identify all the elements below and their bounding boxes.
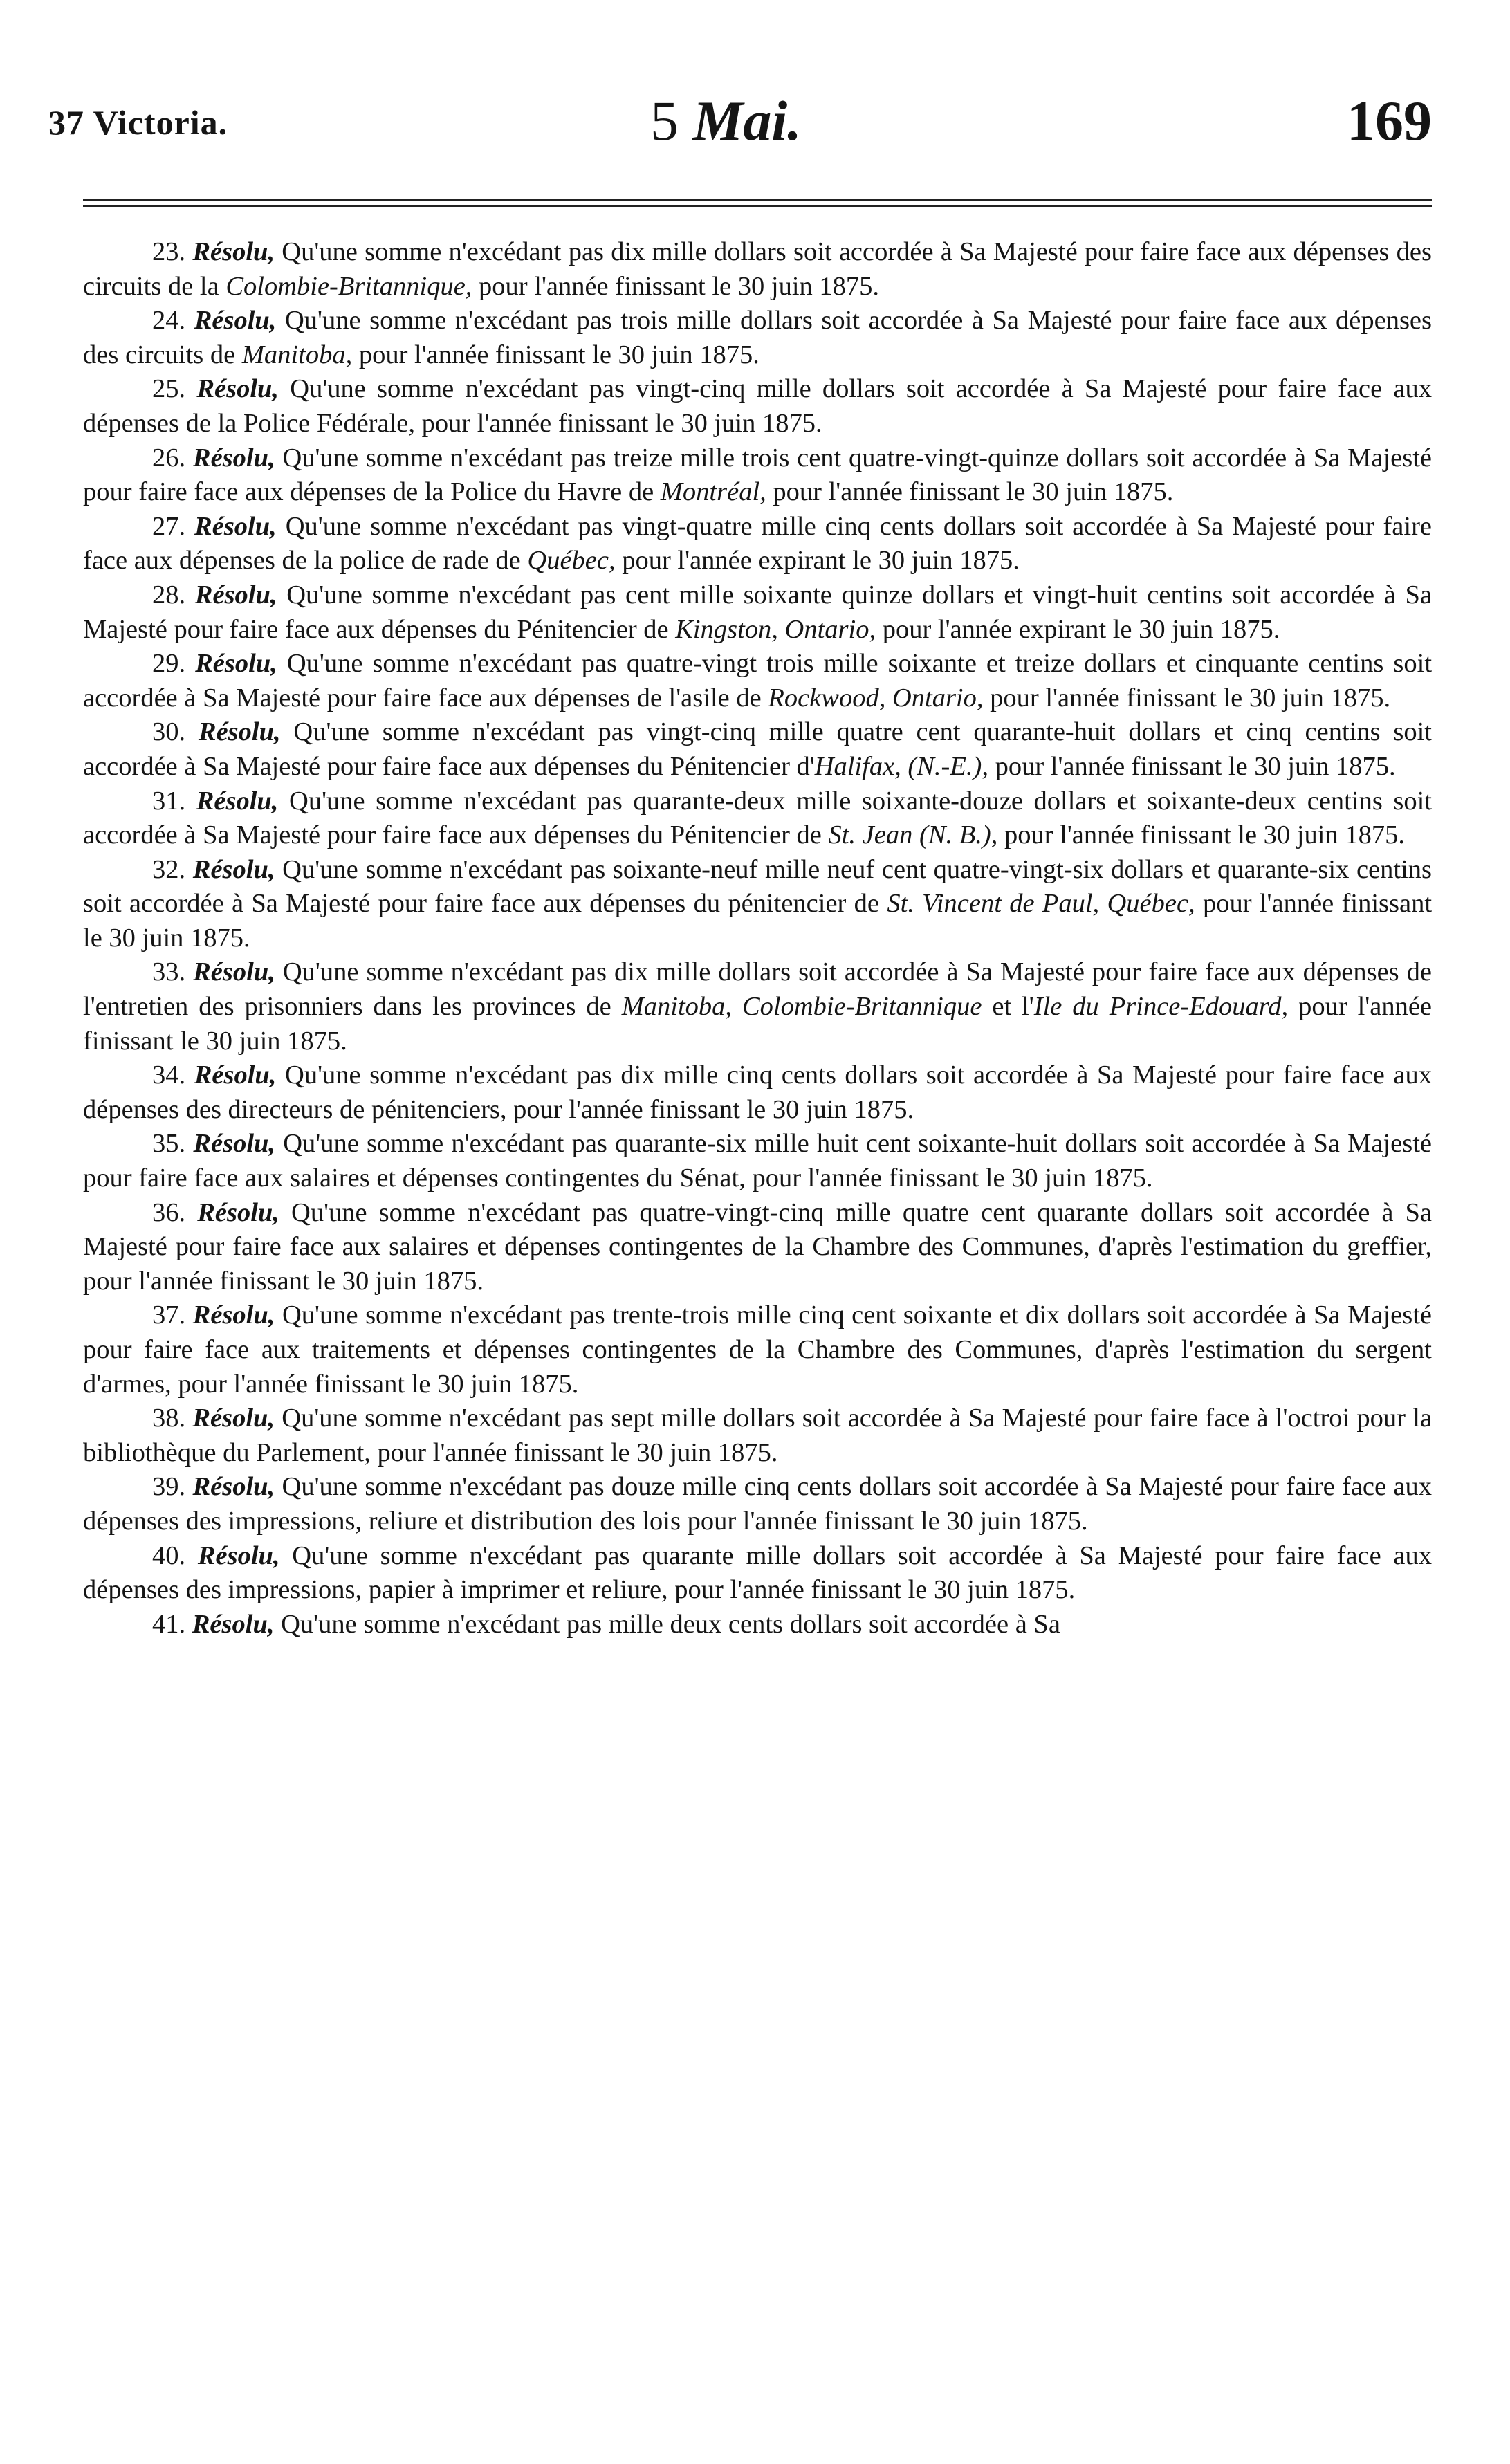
resolution-keyword: Résolu, xyxy=(194,580,277,609)
resolution-paragraph xyxy=(83,853,1432,956)
resolution-number: 35. xyxy=(152,1129,186,1159)
resolution-text: Qu'une somme n'excédant pas douze mille cinq cents dollars soit accordée à Sa Majesté pour faire face aux dépenses des impressions, reliure et distribution des lois pour l'année finissant le 30 juin 1875. xyxy=(83,1472,1432,1536)
resolution-keyword: Résolu, xyxy=(193,1129,276,1159)
resolution-paragraph xyxy=(83,1127,1432,1195)
resolution-keyword: Résolu, xyxy=(197,1197,279,1227)
resolution-text: pour l'année finissant le 30 juin 1875. xyxy=(472,271,880,301)
place-name: St. Vincent de Paul, Québec, xyxy=(887,889,1195,919)
place-name: Manitoba, Colombie-Britannique xyxy=(621,992,982,1022)
resolution-keyword: Résolu, xyxy=(192,1300,275,1330)
resolution-text: Qu'une somme n'excédant pas vingt-cinq mille quatre cent quarante-huit dollars et cinq centins soit accordée à Sa Majesté pour faire face aux dépenses du Pénitencier d' xyxy=(83,717,1432,781)
resolution-text: Qu'une somme n'excédant pas sept mille dollars soit accordée à Sa Majesté pour faire face à l'octroi pour la bibliothèque du Parlement, pour l'année finissant le 30 juin 1875. xyxy=(83,1404,1432,1467)
resolution-keyword: Résolu, xyxy=(192,1404,275,1433)
place-name: Colombie-Britannique, xyxy=(225,271,472,301)
place-name: Halifax, (N.-E.), xyxy=(814,751,988,781)
resolution-keyword: Résolu, xyxy=(194,306,277,335)
session-label: 37 Victoria. xyxy=(48,103,228,142)
resolution-keyword: Résolu, xyxy=(195,649,277,679)
resolution-paragraph xyxy=(83,647,1432,715)
resolution-paragraph xyxy=(83,1470,1432,1538)
resolution-text: Qu'une somme n'excédant pas vingt-quatre mille cinq cents dollars soit accordée à Sa Majesté pour faire face aux dépenses de la police de rade de xyxy=(83,511,1432,576)
resolution-keyword: Résolu, xyxy=(193,957,275,987)
resolution-text: pour l'année finissant le 30 juin 1875. xyxy=(988,751,1396,781)
resolution-text: Qu'une somme n'excédant pas trois mille dollars soit accordée à Sa Majesté pour faire face aux dépenses des circuits de xyxy=(83,306,1432,369)
resolution-text: Qu'une somme n'excédant pas treize mille trois cent quatre-vingt-quinze dollars soit accordée à Sa Majesté pour faire face aux dépenses de la Police du Havre de xyxy=(83,443,1432,507)
resolution-keyword: Résolu, xyxy=(194,511,277,541)
resolution-paragraph xyxy=(83,715,1432,784)
resolution-text: pour l'année finissant le 30 juin 1875. xyxy=(766,477,1174,507)
resolution-paragraph xyxy=(83,1401,1432,1470)
resolution-keyword: Résolu, xyxy=(194,1060,277,1090)
resolution-paragraph xyxy=(83,235,1432,304)
resolution-keyword: Résolu, xyxy=(192,237,275,266)
resolution-text: Qu'une somme n'excédant pas quarante mille dollars soit accordée à Sa Majesté pour faire face aux dépenses des impressions, papier à imprimer et reliure, pour l'année finissant le 30 juin 1875. xyxy=(83,1541,1432,1605)
resolution-text: Qu'une somme n'excédant pas mille deux cents dollars soit accordée à Sa xyxy=(281,1609,1060,1639)
resolution-keyword: Résolu, xyxy=(192,443,275,472)
place-name: St. Jean (N. B.), xyxy=(828,820,998,850)
resolution-paragraph xyxy=(83,372,1432,441)
resolution-number: 23. xyxy=(152,237,186,266)
resolution-text: pour l'année finissant le 30 juin 1875. xyxy=(83,889,1432,953)
resolution-paragraph xyxy=(83,955,1432,1058)
place-name: Manitoba, xyxy=(241,340,353,369)
resolution-paragraph xyxy=(83,441,1432,510)
resolution-text: Qu'une somme n'excédant pas quarante-six mille huit cent soixante-huit dollars soit accordée à Sa Majesté pour faire face aux salaires et dépenses contingentes du Sénat, pour l'année finissant le 30 juin 1875. xyxy=(83,1129,1432,1193)
resolution-text: Qu'une somme n'excédant pas soixante-neuf mille neuf cent quatre-vingt-six dollars et quarante-six centins soit accordée à Sa Majesté pour faire face aux dépenses du pénitencier de xyxy=(83,854,1432,919)
resolution-text: pour l'année finissant le 30 juin 1875. xyxy=(983,683,1391,712)
page-number: 169 xyxy=(1347,89,1432,152)
resolution-text: Qu'une somme n'excédant pas vingt-cinq mille dollars soit accordée à Sa Majesté pour faire face aux dépenses de la Police Fédérale, pour l'année finissant le 30 juin 1875. xyxy=(83,374,1432,438)
resolution-text: Qu'une somme n'excédant pas dix mille cinq cents dollars soit accordée à Sa Majesté pour faire face aux dépenses des directeurs de pénitenciers, pour l'année finissant le 30 juin 1875. xyxy=(83,1060,1432,1124)
resolution-number: 32. xyxy=(152,854,186,884)
place-name: Rockwood, Ontario, xyxy=(768,683,984,712)
resolution-number: 40. xyxy=(152,1541,186,1570)
resolution-number: 26. xyxy=(152,443,186,472)
resolution-text: Qu'une somme n'excédant pas quarante-deux mille soixante-douze dollars et soixante-deux centins soit accordée à Sa Majesté pour faire face aux dépenses du Pénitencier de xyxy=(83,786,1432,850)
resolution-number: 36. xyxy=(152,1197,186,1227)
resolution-paragraph xyxy=(83,1058,1432,1127)
resolution-text: pour l'année finissant le 30 juin 1875. xyxy=(997,820,1405,850)
resolution-text: et l' xyxy=(982,992,1034,1022)
resolution-number: 38. xyxy=(152,1404,186,1433)
resolution-paragraph xyxy=(83,1298,1432,1401)
place-name: Ile du Prince-Edouard, xyxy=(1033,992,1289,1022)
place-name: Montréal, xyxy=(660,477,766,507)
resolution-text: Qu'une somme n'excédant pas quatre-vingt trois mille soixante et treize dollars et cinquante centins soit accordée à Sa Majesté pour faire face aux dépenses de l'asile de xyxy=(83,649,1432,712)
resolution-keyword: Résolu, xyxy=(197,1541,280,1570)
resolution-keyword: Résolu, xyxy=(192,854,275,884)
resolution-text: Qu'une somme n'excédant pas trente-trois mille cinq cent soixante et dix dollars soit accordée à Sa Majesté pour faire face aux traitements et dépenses contingentes de la Chambre des Communes, d'après l'estimation du sergent d'armes, pour l'année finissant le 30 juin 1875. xyxy=(83,1300,1432,1399)
resolution-paragraph xyxy=(83,1196,1432,1299)
header-rule-top xyxy=(83,199,1432,201)
header-rule-bottom xyxy=(83,205,1432,207)
resolution-paragraph xyxy=(83,1539,1432,1608)
resolution-text: Qu'une somme n'excédant pas cent mille soixante quinze dollars et vingt-huit centins soit accordée à Sa Majesté pour faire face aux dépenses du Pénitencier de xyxy=(83,580,1432,644)
resolution-number: 30. xyxy=(152,717,186,747)
resolution-text: pour l'année finissant le 30 juin 1875. xyxy=(83,992,1432,1056)
resolution-number: 31. xyxy=(152,786,186,816)
resolution-paragraph xyxy=(83,578,1432,647)
resolution-keyword: Résolu, xyxy=(192,1609,275,1639)
resolution-number: 33. xyxy=(152,957,186,987)
resolution-number: 25. xyxy=(152,374,186,404)
resolution-text: pour l'année expirant le 30 juin 1875. xyxy=(615,546,1020,576)
resolution-number: 24. xyxy=(152,306,186,335)
resolution-number: 41. xyxy=(152,1609,186,1639)
resolution-keyword: Résolu, xyxy=(198,717,281,747)
place-name: Kingston, Ontario, xyxy=(675,614,876,644)
date-day: 5 xyxy=(650,89,679,152)
page-header xyxy=(48,83,1432,159)
resolution-text: pour l'année finissant le 30 juin 1875. xyxy=(352,340,759,369)
resolution-number: 29. xyxy=(152,649,186,679)
resolution-number: 34. xyxy=(152,1060,186,1090)
date-label xyxy=(650,89,802,154)
resolution-text: Qu'une somme n'excédant pas dix mille dollars soit accordée à Sa Majesté pour faire face aux dépenses des circuits de la xyxy=(83,237,1432,301)
resolution-number: 37. xyxy=(152,1300,186,1330)
resolution-text: Qu'une somme n'excédant pas dix mille dollars soit accordée à Sa Majesté pour faire face aux dépenses de l'entretien des prisonniers dans les provinces de xyxy=(83,957,1432,1022)
resolution-paragraph xyxy=(83,510,1432,578)
resolution-number: 28. xyxy=(152,580,186,609)
place-name: Québec, xyxy=(527,546,616,576)
resolution-paragraph xyxy=(83,304,1432,372)
date-month: Mai. xyxy=(692,89,802,152)
resolution-paragraph xyxy=(83,784,1432,853)
resolution-number: 27. xyxy=(152,511,186,541)
resolutions-text xyxy=(83,235,1432,2435)
resolution-keyword: Résolu, xyxy=(192,1472,275,1502)
resolution-keyword: Résolu, xyxy=(196,786,279,816)
resolution-number: 39. xyxy=(152,1472,186,1502)
resolution-paragraph xyxy=(83,1608,1432,1642)
resolution-text: pour l'année expirant le 30 juin 1875. xyxy=(876,614,1280,644)
resolution-keyword: Résolu, xyxy=(196,374,279,404)
resolution-text: Qu'une somme n'excédant pas quatre-vingt-cinq mille quatre cent quarante dollars soit accordée à Sa Majesté pour faire face aux salaires et dépenses contingentes de la Chambre des Communes, d'après l'estimation du greffier, pour l'année finissant le 30 juin 1875. xyxy=(83,1197,1432,1296)
